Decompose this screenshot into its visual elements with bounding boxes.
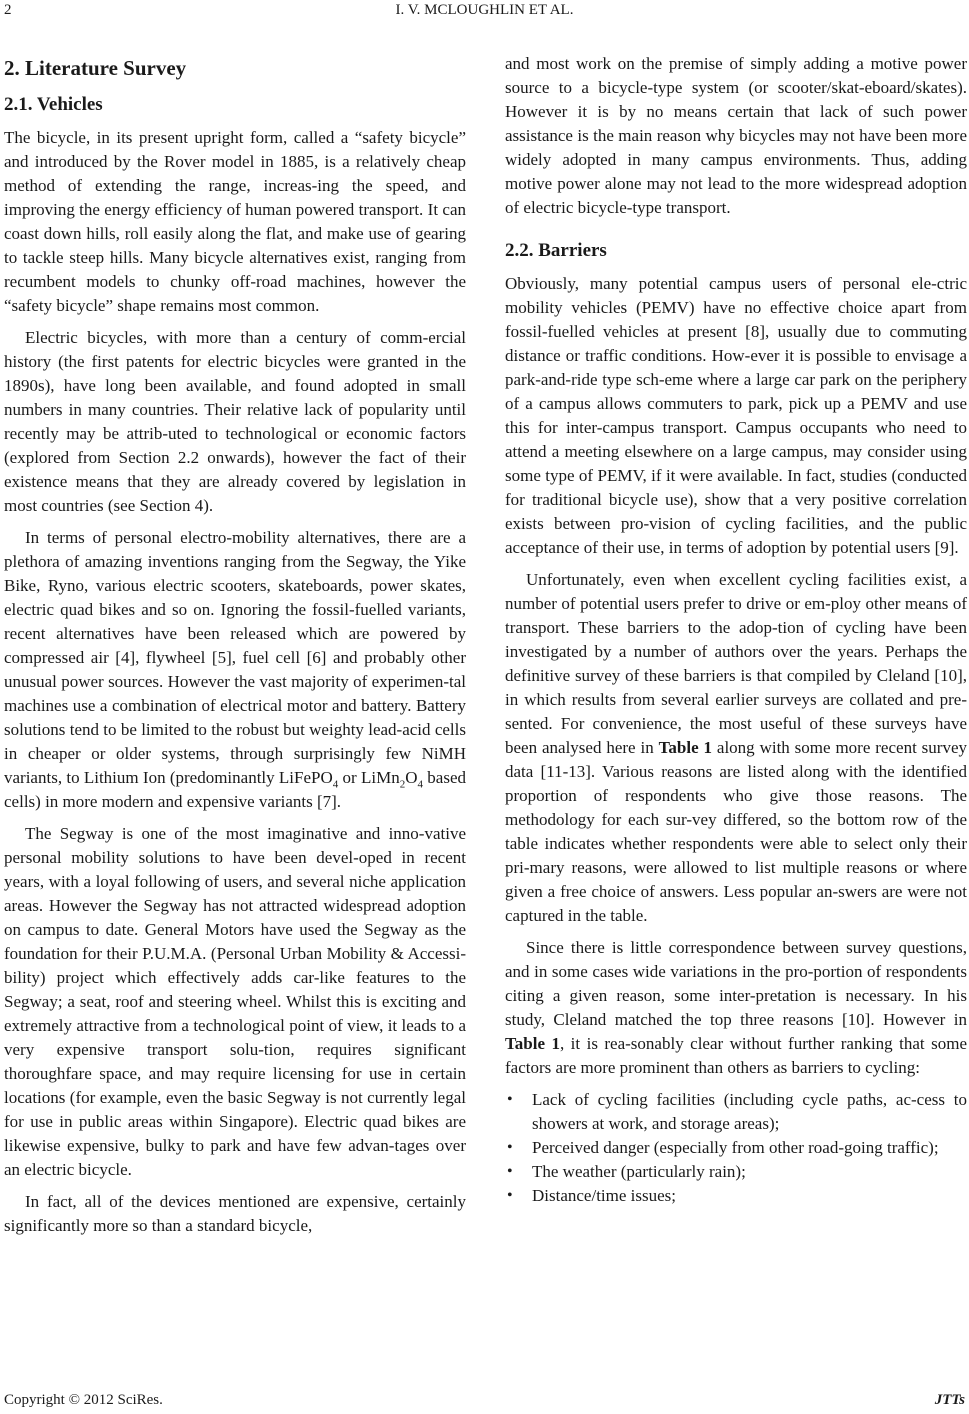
bullet-icon: • — [507, 1139, 513, 1156]
list-item-text: Lack of cycling facilities (including cycle paths, ac-cess to showers at work, and storage areas); — [532, 1090, 967, 1133]
paragraph-text: or LiMn — [338, 768, 400, 787]
paragraph-text: In terms of personal electro-mobility alternatives, there are a plethora of amazing inventions ranging from the Segway, the Yike Bike, Ryno, various electric scooters, skateboards, power skates, electric quad bikes and so on. Ignoring the fossil-fuelled variants, recent alternatives have been released which are powered by compressed air [4], flywheel [5], fuel cell [6] and probably other unusual power sources. However the vast majority of experimen-tal machines use a combination of electrical motor and battery. Battery solutions tend to be limited to the robust but weighty lead-acid cells in cheaper or older systems, through surprisingly few NiMH variants, to Lithium Ion (predominantly LiFePO — [4, 528, 466, 787]
journal-abbreviation: JTTs — [934, 1392, 965, 1408]
list-item-text: Perceived danger (especially from other road-going traffic); — [532, 1138, 939, 1157]
list-item — [505, 1088, 967, 1136]
paragraph: Obviously, many potential campus users of personal ele-ctric mobility vehicles (PEMV) have no effective choice apart from fossil-fuelled vehicles at present [8], usually due to commuting distance or traffic conditions. How-ever it is possible to envisage a park-and-ride type sch-eme where a large car park on the periphery of a campus allows commuters to park, pick up a PEMV and use this for inter-campus transport. Campus occupants who need to attend a meeting elsewhere on a large campus, may consider using some type of PEMV, if it were available. In fact, studies (conducted for traditional bicycle use), show that a very positive correlation exists between pro-vision of cycling facilities, and the public acceptance of their use, in terms of adoption by potential users [9]. — [505, 274, 967, 557]
bullet-icon: • — [507, 1091, 513, 1108]
paragraph-text: based cells) in more modern and expensive variants [7]. — [4, 768, 467, 811]
paragraph — [4, 526, 466, 814]
paragraph-text: Since there is little correspondence between survey questions, and in some cases wide variations in the pro-portion of respondents citing a given reason, some inter-pretation is necessary. In his study, Cleland matched the top three reasons [10]. However in — [505, 938, 967, 1029]
copyright-notice: Copyright © 2012 SciRes. — [4, 1392, 163, 1408]
paragraph: Electric bicycles, with more than a century of comm-ercial history (the first patents for electric bicycles were granted in the 1890s), have long been available, and found adopted in small numbers in many countries. Their relative lack of popularity until recently may be attrib-uted to technological or economic factors (explored from Section 2.2 onwards), however the fact of their existence means that they are already covered by legislation in most countries (see Section 4). — [4, 328, 466, 515]
list-item — [505, 1136, 967, 1160]
paragraph: and most work on the premise of simply adding a motive power source to a bicycle-type system (or scooter/skat-eboard/skates). However it is by no means certain that lack of such power assistance is the main reason why bicycles may not have been more widely adopted in many campus environments. Thus, adding motive power alone may not lead to the more widespread adoption of electric bicycle-type transport. — [505, 54, 967, 217]
paragraph-text: O — [405, 768, 418, 787]
paragraph: In fact, all of the devices mentioned are expensive, certainly significantly more so than a standard bicycle, — [4, 1192, 466, 1235]
right-column — [505, 52, 967, 1208]
subsection-heading-barriers: 2.2. Barriers — [505, 240, 607, 261]
subscript: 4 — [332, 778, 339, 791]
bullet-icon: • — [507, 1163, 513, 1180]
paragraph-text: , it is rea-sonably clear without further ranking that some factors are more prominent than others as barriers to cycling: — [505, 1034, 967, 1077]
table-reference: Table 1 — [658, 738, 713, 757]
paragraph: The Segway is one of the most imaginative and inno-vative personal mobility solutions to have been devel-oped in recent years, with a loyal following of users, and several niche application areas. However the Segway has not attracted widespread adoption on campus to date. General Motors have used the Segway as the foundation for their P.U.M.A. (Personal Urban Mobility & Accessi-bility) project which effectively adds car-like features to the Segway; a seat, roof and steering wheel. Whilst this is exciting and extremely attractive from a technological point of view, it leads to a very expensive transport solu-tion, requires significant thoroughfare space, and may require licensing for use in certain locations (for example, even the basic Segway is not currently legal for use in public areas within Singapore). Electric quad bikes are likewise expensive, bulky to park and have few advan-tages over an electric bicycle. — [4, 824, 466, 1179]
page-header — [4, 0, 965, 28]
page-number: 2 — [4, 2, 12, 18]
list-item — [505, 1184, 967, 1208]
subsection-heading-vehicles: 2.1. Vehicles — [4, 94, 103, 115]
subscript: 2 — [399, 778, 406, 791]
subscript: 4 — [417, 778, 424, 791]
bullet-list — [505, 1088, 967, 1208]
bullet-icon: • — [507, 1187, 513, 1204]
paragraph-text: Unfortunately, even when excellent cycling facilities exist, a number of potential users prefer to drive or em-ploy other means of transport. These barriers to the adop-tion of cycling have been investigated by a number of authors over the years. Perhaps the definitive survey of these barriers is that compiled by Cleland [10], in which results from several earlier surveys are collated and pre-sented. For convenience, the most useful of these surveys have been analysed here in — [505, 570, 967, 757]
running-head: I. V. MCLOUGHLIN ET AL. — [395, 2, 574, 18]
paragraph — [505, 568, 967, 928]
left-column — [4, 52, 466, 1246]
list-item-text: The weather (particularly rain); — [532, 1162, 746, 1181]
list-item — [505, 1160, 967, 1184]
paragraph — [505, 936, 967, 1080]
paragraph-text: along with some more recent survey data [11-13]. Various reasons are listed along with the identified proportion of respondents who give those reasons. The methodology for each sur-vey differed, so the bottom row of the table indicates whether respondents were able to select only their pri-mary reasons, were allowed to list multiple reasons or where given a free choice of answers. Less popular an-swers are were not captured in the table. — [505, 738, 967, 925]
section-heading: 2. Literature Survey — [4, 56, 187, 80]
table-reference: Table 1 — [505, 1034, 560, 1053]
paragraph: The bicycle, in its present upright form, called a “safety bicycle” and introduced by the Rover model in 1885, is a relatively cheap method of extending the range, increas-ing the speed, and improving the energy efficiency of human powered transport. It can coast down hills, roll easily along the flat, and make use of gearing to tackle steep hills. Many bicycle alternatives exist, ranging from recumbent models to chunky off-road machines, however the “safety bicycle” shape remains most common. — [4, 128, 466, 315]
list-item-text: Distance/time issues; — [532, 1186, 677, 1205]
